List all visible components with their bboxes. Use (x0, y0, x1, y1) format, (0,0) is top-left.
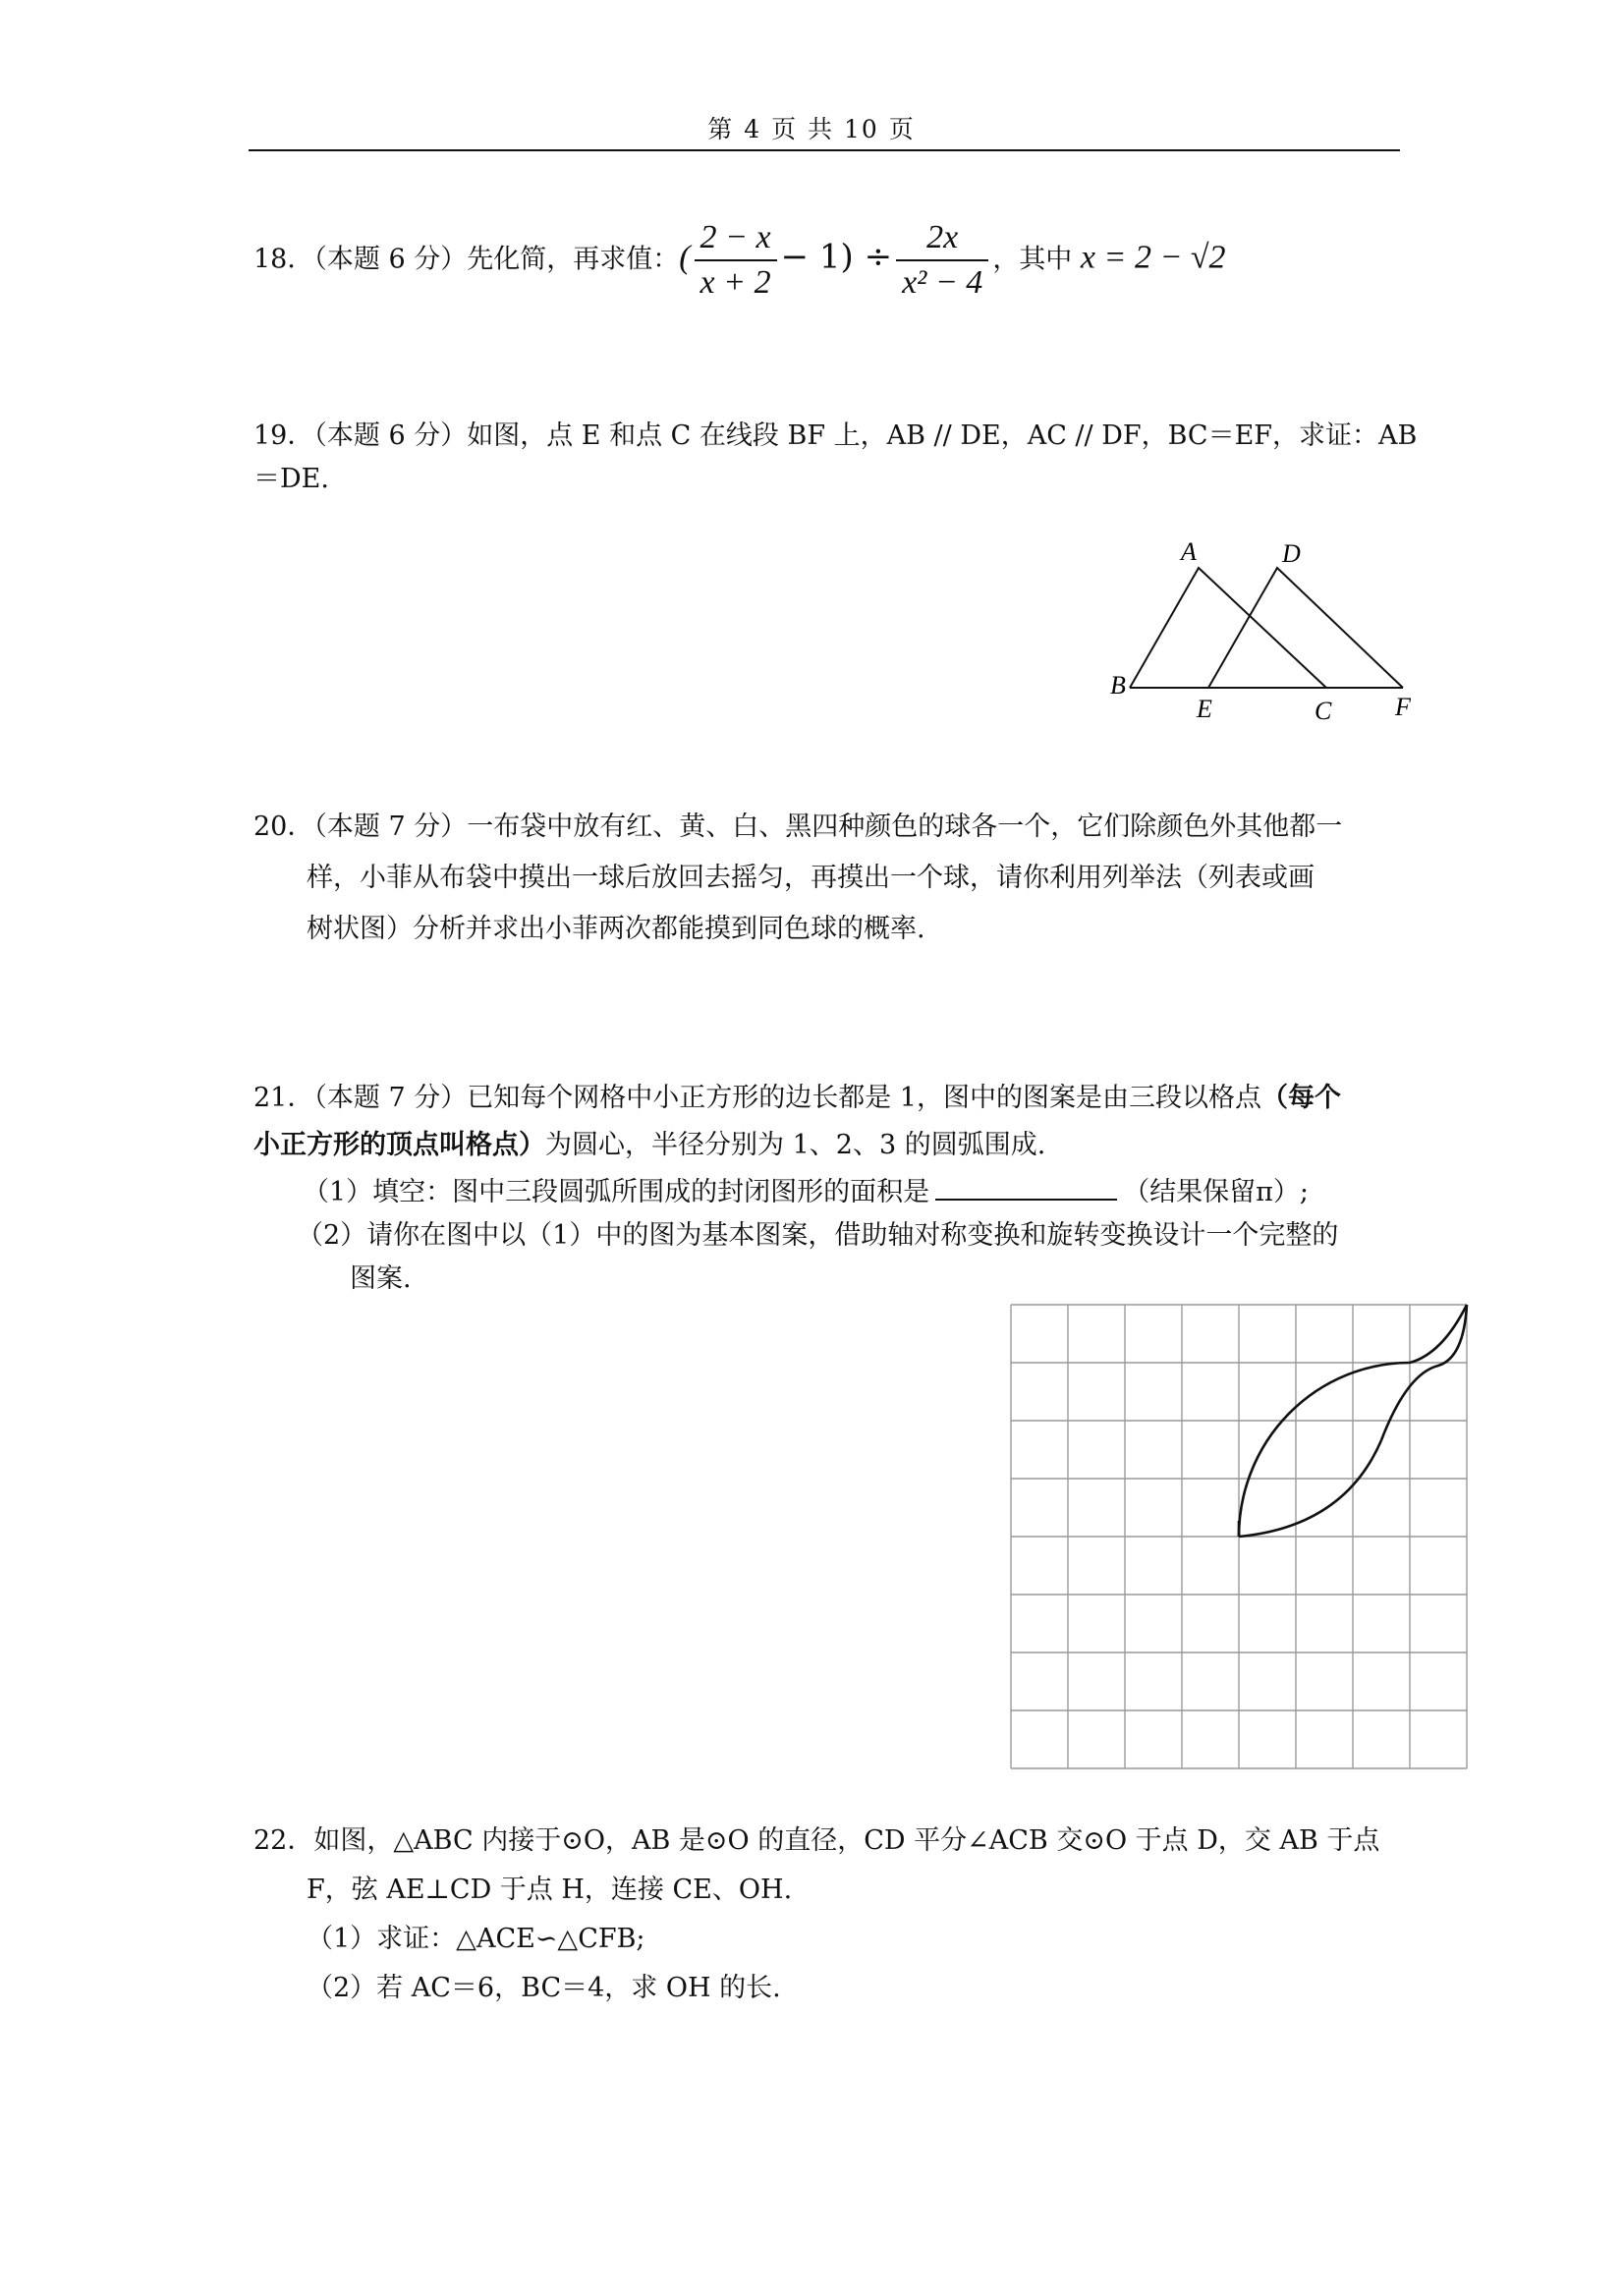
label-c: C (1315, 697, 1332, 725)
q21-line1-bold: （每个 (1260, 1083, 1341, 1113)
q18-suffix: ，其中 (992, 244, 1073, 275)
question-19-line-2: ＝DE. (253, 464, 329, 494)
question-21-line-2 (253, 1126, 1045, 1165)
q21-grid-figure (1010, 1303, 1470, 1770)
question-22-part-1: （1）求证：△ACE∽△CFB; (307, 1924, 645, 1954)
question-22-part-2: （2）若 AC＝6，BC＝4，求 OH 的长. (307, 1973, 781, 2003)
q18-frac2-denominator: x² − 4 (902, 264, 983, 301)
q18-prefix: 18．（本题 6 分）先化简，再求值： (253, 244, 680, 275)
question-21-part-2-cont: 图案. (350, 1263, 412, 1294)
q21-part1-note: （结果保留π）; (1123, 1177, 1310, 1207)
question-21-line-1 (253, 1079, 1341, 1118)
q21-line2-text: 为圆心，半径分别为 1、2、3 的圆弧围成. (545, 1130, 1046, 1160)
q21-answer-blank[interactable] (935, 1171, 1117, 1201)
q18-paren-open: ( (679, 239, 691, 276)
label-e: E (1197, 695, 1212, 723)
q18-fraction-1 (695, 218, 777, 303)
question-20-line-3: 树状图）分析并求出小菲两次都能摸到同色球的概率. (307, 914, 925, 944)
q18-frac2-numerator: 2x (896, 218, 988, 261)
question-22-line-1: 22．如图，△ABC 内接于⊙O，AB 是⊙O 的直径，CD 平分∠ACB 交⊙O 于点 D，交 AB 于点 (253, 1825, 1380, 1856)
question-18 (253, 218, 1226, 303)
header-rule (249, 149, 1400, 151)
q21-line2-bold: 小正方形的顶点叫格点） (253, 1130, 545, 1160)
arc-radius-3-top (1410, 1305, 1467, 1363)
triangle-def (1208, 568, 1403, 688)
label-a: A (1181, 537, 1197, 566)
q19-triangle-figure (1100, 531, 1434, 727)
question-21-part-1 (303, 1171, 1309, 1212)
page-header: 第 4 页 共 10 页 (707, 115, 916, 143)
label-d: D (1282, 539, 1301, 568)
q18-frac1-numerator: 2 − x (695, 218, 777, 261)
label-b: B (1110, 671, 1126, 700)
question-20-line-1: 20．（本题 7 分）一布袋中放有红、黄、白、黑四种颜色的球各一个，它们除颜色外其他都一 (253, 812, 1343, 842)
q18-condition: x = 2 − √2 (1080, 239, 1226, 276)
q18-minus-one: − 1) ÷ (780, 237, 893, 277)
question-19-line-1: 19．（本题 6 分）如图，点 E 和点 C 在线段 BF 上，AB // DE，AC // DF，BC＝EF，求证：AB (253, 420, 1418, 451)
question-20-line-2: 样，小菲从布袋中摸出一球后放回去摇匀，再摸出一个球，请你利用列举法（列表或画 (307, 863, 1315, 893)
question-22-line-2: F，弦 AE⊥CD 于点 H，连接 CE、OH. (307, 1875, 793, 1905)
question-21-part-2: （2）请你在图中以（1）中的图为基本图案，借助轴对称变换和旋转变换设计一个完整的 (297, 1220, 1339, 1251)
q21-line1-text: 21．（本题 7 分）已知每个网格中小正方形的边长都是 1，图中的图案是由三段以格点 (253, 1083, 1261, 1113)
q18-frac1-denominator: x + 2 (700, 264, 771, 301)
q21-part1-text: （1）填空：图中三段圆弧所围成的封闭图形的面积是 (303, 1177, 930, 1207)
q18-fraction-2 (896, 218, 988, 303)
label-f: F (1395, 693, 1411, 721)
